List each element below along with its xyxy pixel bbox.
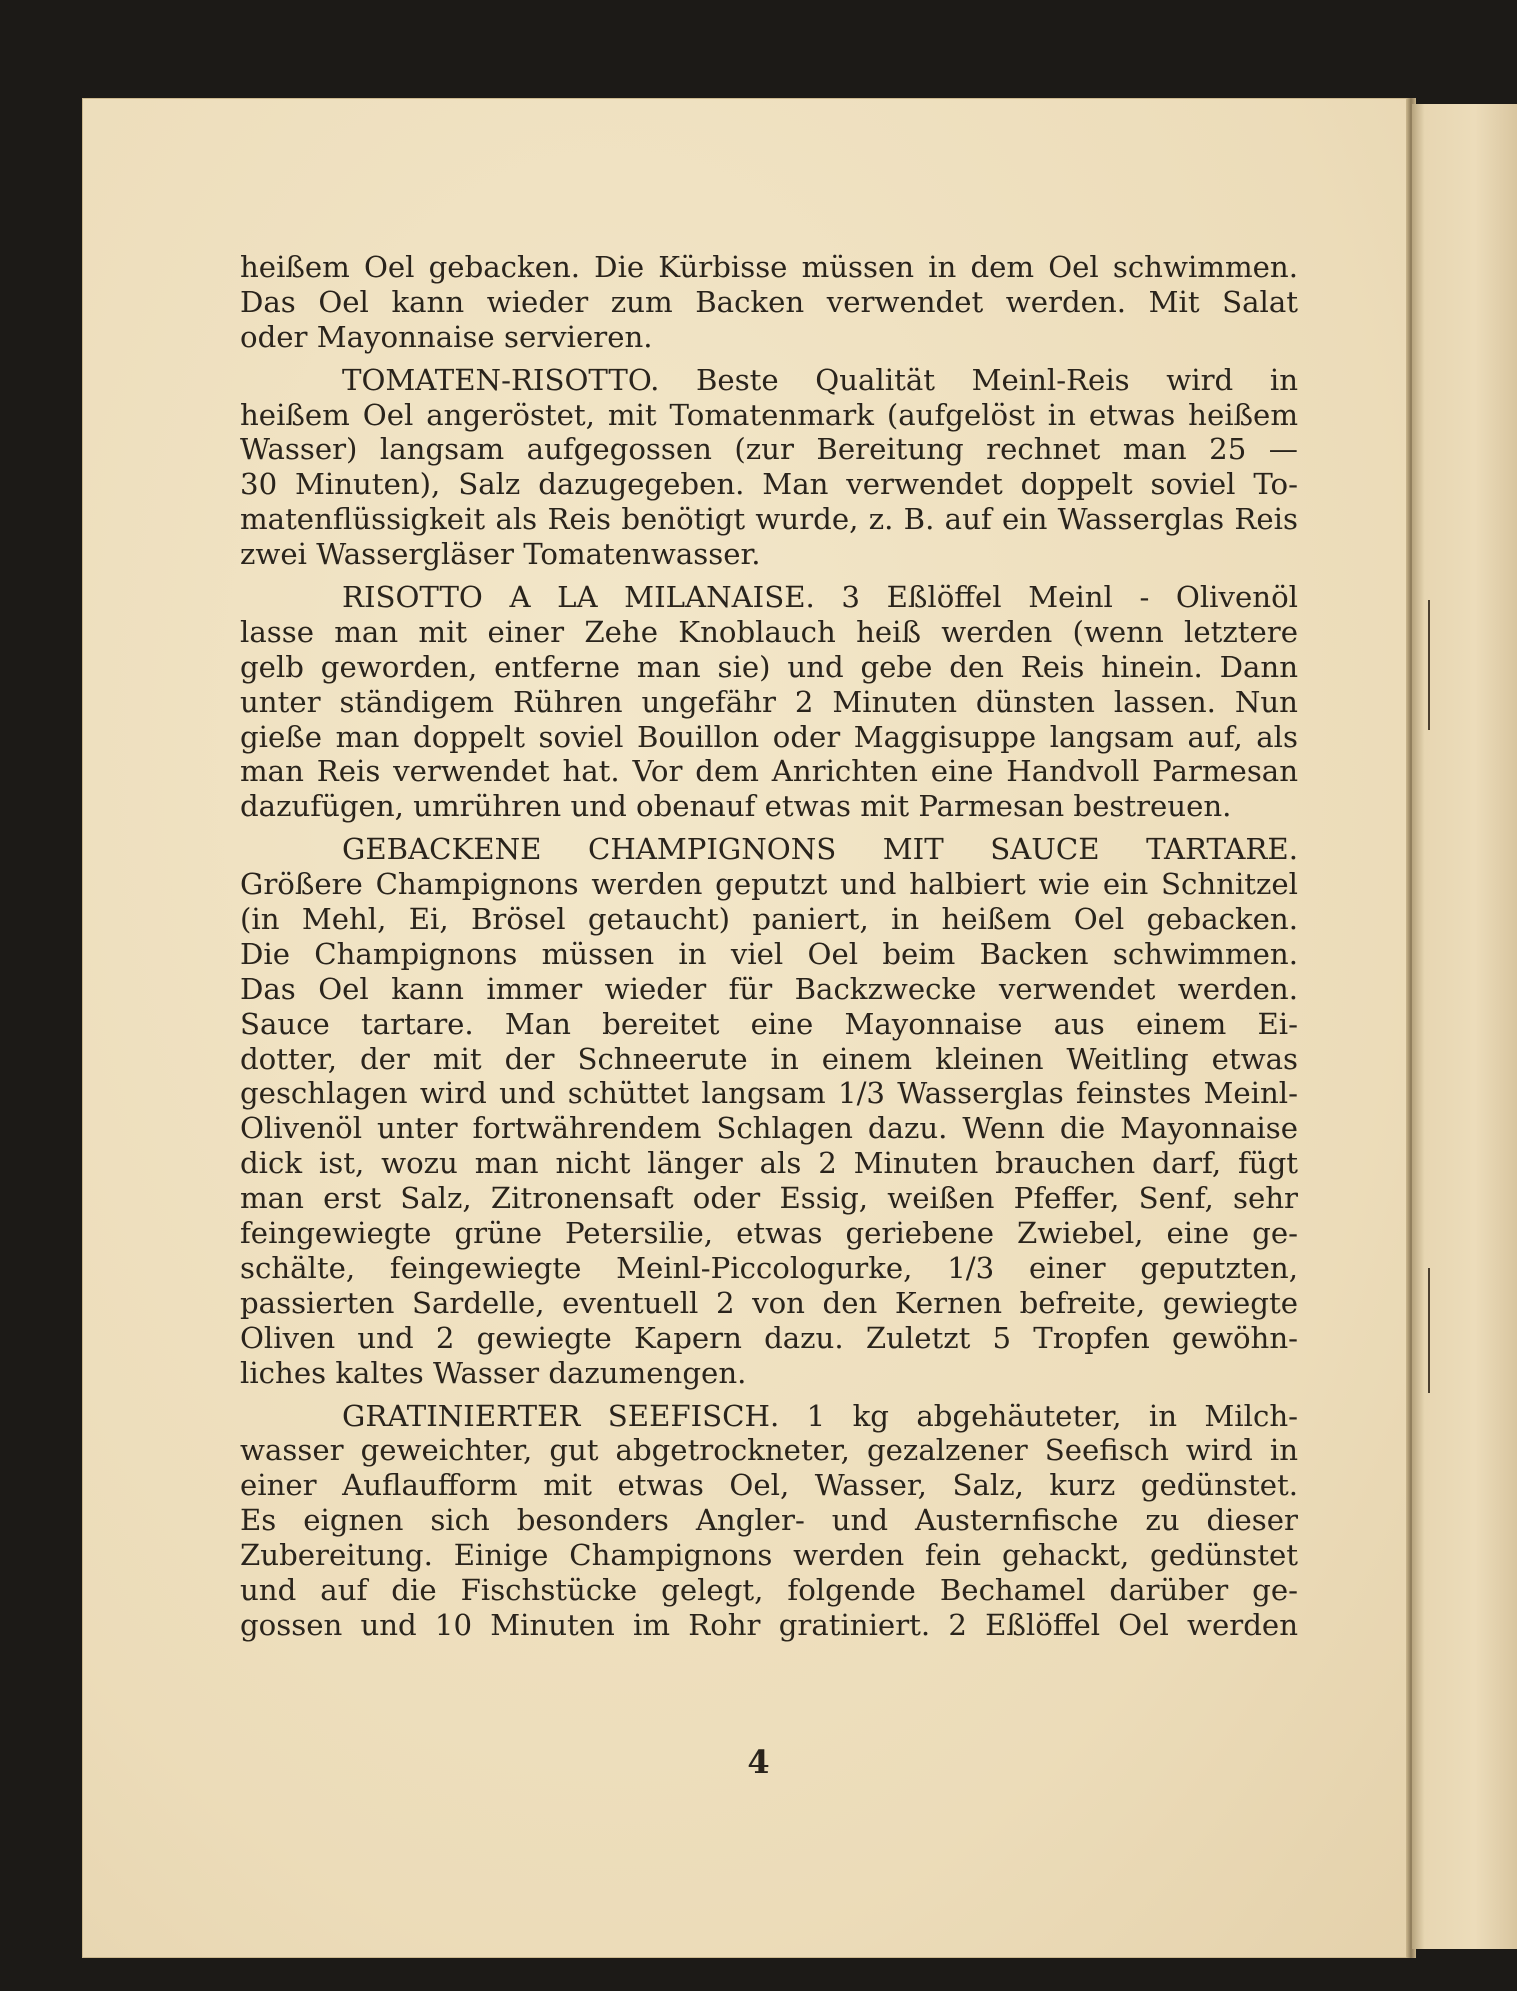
paragraph-champignons (240, 832, 1298, 1390)
text-line: lasse man mit einer Zehe Knoblauch heiß werden (wenn letztere (240, 614, 1298, 649)
text-line: man erst Salz, Zitronensaft oder Essig, weißen Pfeffer, Senf, sehr (240, 1181, 1298, 1216)
paragraph-risotto-milanaise (240, 580, 1298, 824)
text-line: Das Oel kann immer wieder für Backzwecke verwendet werden. (240, 971, 1298, 1006)
paragraph-tomaten-risotto (240, 363, 1298, 572)
margin-mark (1428, 1268, 1430, 1393)
text-line: dotter, der mit der Schneerute in einem kleinen Weitling etwas (240, 1041, 1298, 1076)
text-line: gossen und 10 Minuten im Rohr gratiniert. 2 Eßlöffel Oel werden (240, 1607, 1298, 1642)
paragraph-gratinierter-seefisch (240, 1399, 1298, 1643)
text-line: feingewiegte grüne Petersilie, etwas geriebene Zwiebel, eine ge- (240, 1216, 1298, 1251)
text-line: zwei Wassergläser Tomatenwasser. (240, 537, 761, 572)
text-line: Zubereitung. Einige Champignons werden fein gehackt, gedünstet (240, 1538, 1298, 1573)
text-line: Sauce tartare. Man bereitet eine Mayonnaise aus einem Ei- (240, 1006, 1298, 1041)
text-line: Das Oel kann wieder zum Backen verwendet werden. Mit Salat (240, 284, 1298, 319)
recipe-text (240, 250, 1298, 1643)
text-line: Die Champignons müssen in viel Oel beim Backen schwimmen. (240, 936, 1298, 971)
text-line: wasser geweichter, gut abgetrockneter, gezalzener Seefisch wird in (240, 1433, 1298, 1468)
text-line: dick ist, wozu man nicht länger als 2 Minuten brauchen darf, fügt (240, 1146, 1298, 1181)
text-line: schälte, feingewiegte Meinl-Piccologurke, 1/3 einer geputzten, (240, 1250, 1298, 1285)
page-number: 4 (747, 1743, 770, 1781)
text-line: unter ständigem Rühren ungefähr 2 Minuten dünsten lassen. Nun (240, 684, 1298, 719)
text-line: Wasser) langsam aufgegossen (zur Bereitung rechnet man 25 — (240, 432, 1298, 467)
text-line: gieße man doppelt soviel Bouillon oder Maggisuppe langsam auf, als (240, 719, 1298, 754)
text-line: liches kaltes Wasser dazumengen. (240, 1355, 747, 1390)
recipe-heading-line: RISOTTO A LA MILANAISE. 3 Eßlöffel Meinl - Olivenöl (342, 580, 1298, 615)
recipe-heading-line: TOMATEN-RISOTTO. Beste Qualität Meinl-Reis wird in (342, 362, 1298, 397)
facing-page-edge (1412, 104, 1517, 1949)
text-line: heißem Oel gebacken. Die Kürbisse müssen in dem Oel schwimmen. (240, 250, 1298, 284)
text-line: oder Mayonnaise servieren. (240, 319, 653, 354)
text-line: geschlagen wird und schüttet langsam 1/3 Wasserglas feinstes Meinl- (240, 1076, 1298, 1111)
text-line: passierten Sardelle, eventuell 2 von den Kernen befreite, gewiegte (240, 1285, 1298, 1320)
text-line: einer Auflaufform mit etwas Oel, Wasser, Salz, kurz gedünstet. (240, 1468, 1298, 1503)
text-line: Es eignen sich besonders Angler- und Austernfische zu dieser (240, 1503, 1298, 1538)
text-line: matenflüssigkeit als Reis benötigt wurde, z. B. auf ein Wasserglas Reis (240, 502, 1298, 537)
text-line: Oliven und 2 gewiegte Kapern dazu. Zuletzt 5 Tropfen gewöhn- (240, 1320, 1298, 1355)
text-line: 30 Minuten), Salz dazugegeben. Man verwendet doppelt soviel To- (240, 467, 1298, 502)
text-line: Olivenöl unter fortwährendem Schlagen dazu. Wenn die Mayonnaise (240, 1111, 1298, 1146)
text-line: (in Mehl, Ei, Brösel getaucht) paniert, in heißem Oel gebacken. (240, 902, 1298, 937)
text-line: und auf die Fischstücke gelegt, folgende Bechamel darüber ge- (240, 1572, 1298, 1607)
text-line: man Reis verwendet hat. Vor dem Anrichten eine Handvoll Parmesan (240, 754, 1298, 789)
text-line: Größere Champignons werden geputzt und halbiert wie ein Schnitzel (240, 867, 1298, 902)
text-line: heißem Oel angeröstet, mit Tomatenmark (aufgelöst in etwas heißem (240, 397, 1298, 432)
paragraph-kuerbis-end (240, 250, 1298, 355)
recipe-heading-line: GRATINIERTER SEEFISCH. 1 kg abgehäuteter, in Milch- (342, 1398, 1298, 1433)
recipe-heading-line: GEBACKENE CHAMPIGNONS MIT SAUCE TARTARE. (342, 832, 1298, 867)
text-line: dazufügen, umrühren und obenauf etwas mit Parmesan bestreuen. (240, 789, 1232, 824)
text-line: gelb geworden, entferne man sie) und gebe den Reis hinein. Dann (240, 649, 1298, 684)
margin-mark (1428, 600, 1430, 730)
